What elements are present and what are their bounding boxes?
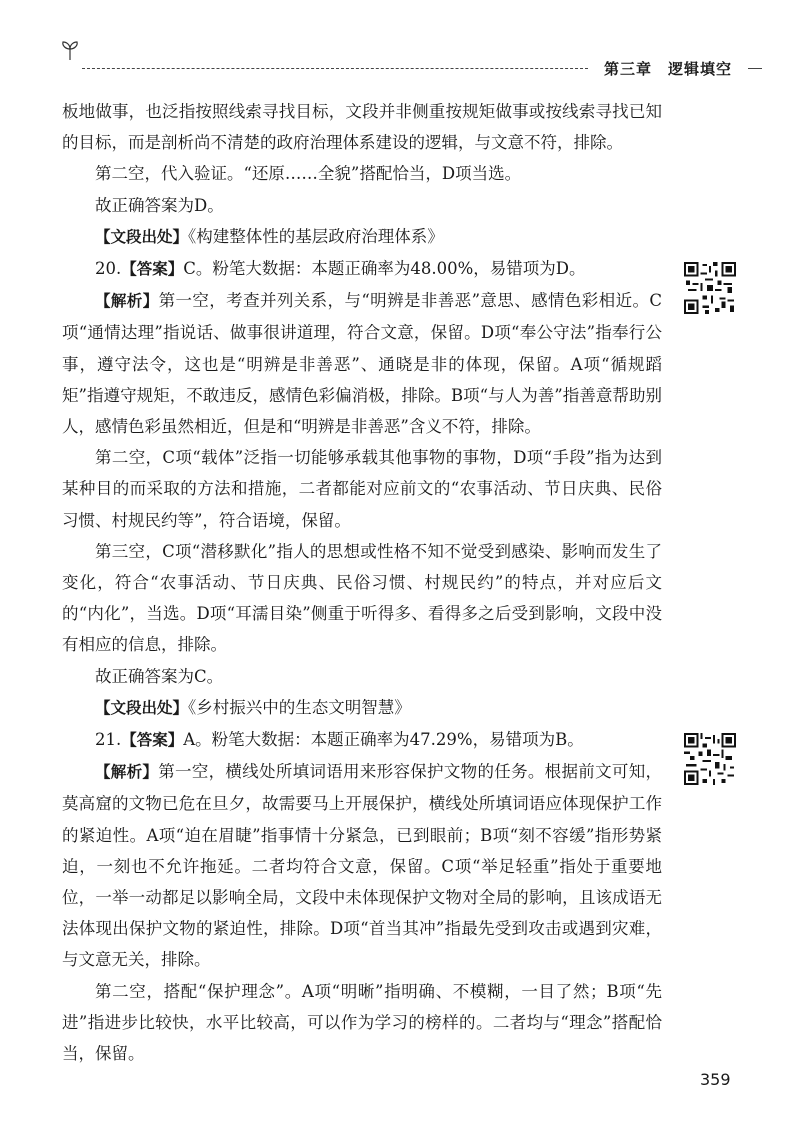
header-title	[604, 58, 732, 79]
analysis-tag: 【解析】	[95, 763, 159, 782]
answer-text: A。粉笔大数据：本题正确率为47.29%，易错项为B。	[183, 730, 584, 750]
answer-text: C。粉笔大数据：本题正确率为48.00%，易错项为D。	[183, 259, 586, 279]
analysis-text: 第一空，考查并列关系，与“明辨是非善恶”意思、感情色彩相近。C项“通情达理”指说话、做事很讲道理，符合文意，保留。D项“奉公守法”指奉行公事，遵守法令，这也是“明辨是非善恶”、通晓是非的体现，保留。A项“循规蹈矩”指遵守规矩，不敢违反，感情色彩偏消极，排除。B项“与人为善”指善意帮助别人，感情色彩虽然相近，但是和“明辨是非善恶”含义不符，排除。	[62, 291, 662, 437]
question-number: 21.	[95, 730, 122, 750]
analysis-paragraph	[62, 756, 662, 975]
page-header	[0, 0, 800, 90]
paragraph	[62, 976, 662, 1070]
page-body	[62, 96, 662, 1069]
source-tag: 【文段出处】	[95, 227, 189, 246]
paragraph	[62, 190, 662, 221]
paragraph-text: 第二空，搭配“保护理念”。A项“明晰”指明确、不模糊，一目了然；B项“先进”指进步比较快，水平比较高，可以作为学习的榜样的。二者均与“理念”搭配恰当，保留。	[62, 981, 662, 1064]
analysis-tag: 【解析】	[95, 292, 159, 311]
source-line	[62, 692, 662, 724]
answer-tag: 【答案】	[121, 260, 184, 279]
source-tag: 【文段出处】	[95, 698, 189, 717]
leaf-icon	[60, 40, 80, 62]
analysis-text: 第一空，横线处所填词语用来形容保护文物的任务。根据前文可知，莫高窟的文物已危在旦夕，故需要马上开展保护，横线处所填词语应体现保护工作的紧迫性。A项“迫在眉睫”指事情十分紧急，已到眼前；B项“刻不容缓”指形势紧迫，一刻也不允许拖延。二者均符合文意，保留。C项“举足轻重”指处于重要地位，一举一动都足以影响全局，文段中未体现保护文物对全局的影响，且该成语无法体现出保护文物的紧迫性，排除。D项“首当其冲”指最先受到攻击或遇到灾难，与文意无关，排除。	[62, 762, 662, 970]
answer-line-20	[62, 253, 662, 285]
chapter-label: 第三章	[604, 60, 653, 78]
page-number: 359	[700, 1070, 731, 1089]
source-title: 《构建整体性的基层政府治理体系》	[188, 226, 444, 246]
paragraph	[62, 442, 662, 536]
paragraph	[62, 158, 662, 189]
paragraph-text: 板地做事，也泛指按照线索寻找目标，文段并非侧重按规矩做事或按线索寻找已知的目标，而是剖析尚不清楚的政府治理体系建设的逻辑，与文意不符，排除。	[62, 102, 662, 153]
qr-code-icon[interactable]	[684, 262, 736, 314]
qr-code-icon[interactable]	[684, 733, 736, 785]
paragraph-text: 第二空，代入验证。“还原……全貌”搭配恰当，D项当选。	[95, 164, 522, 184]
paragraph-text: 故正确答案为D。	[95, 195, 224, 215]
paragraph	[62, 661, 662, 692]
source-line	[62, 221, 662, 253]
source-title: 《乡村振兴中的生态文明智慧》	[188, 697, 411, 717]
paragraph	[62, 96, 662, 158]
answer-line-21	[62, 724, 662, 756]
question-number: 20.	[95, 259, 122, 279]
analysis-paragraph	[62, 285, 662, 442]
header-rule-left	[82, 68, 588, 69]
header-rule-right	[748, 68, 762, 69]
section-label: 逻辑填空	[668, 60, 733, 78]
paragraph-text: 第三空，C项“潜移默化”指人的思想或性格不知不觉受到感染、影响而发生了变化，符合“农事活动、节日庆典、民俗习惯、村规民约”的特点，并对应后文的“内化”，当选。D项“耳濡目染”侧重于听得多、看得多之后受到影响，文段中没有相应的信息，排除。	[62, 541, 662, 655]
paragraph-text: 第二空，C项“载体”泛指一切能够承载其他事物的事物，D项“手段”指为达到某种目的而采取的方法和措施，二者都能对应前文的“农事活动、节日庆典、民俗习惯、村规民约等”，符合语境，保留。	[62, 448, 662, 530]
paragraph-text: 故正确答案为C。	[95, 666, 224, 686]
answer-tag: 【答案】	[121, 731, 184, 750]
paragraph	[62, 536, 662, 661]
